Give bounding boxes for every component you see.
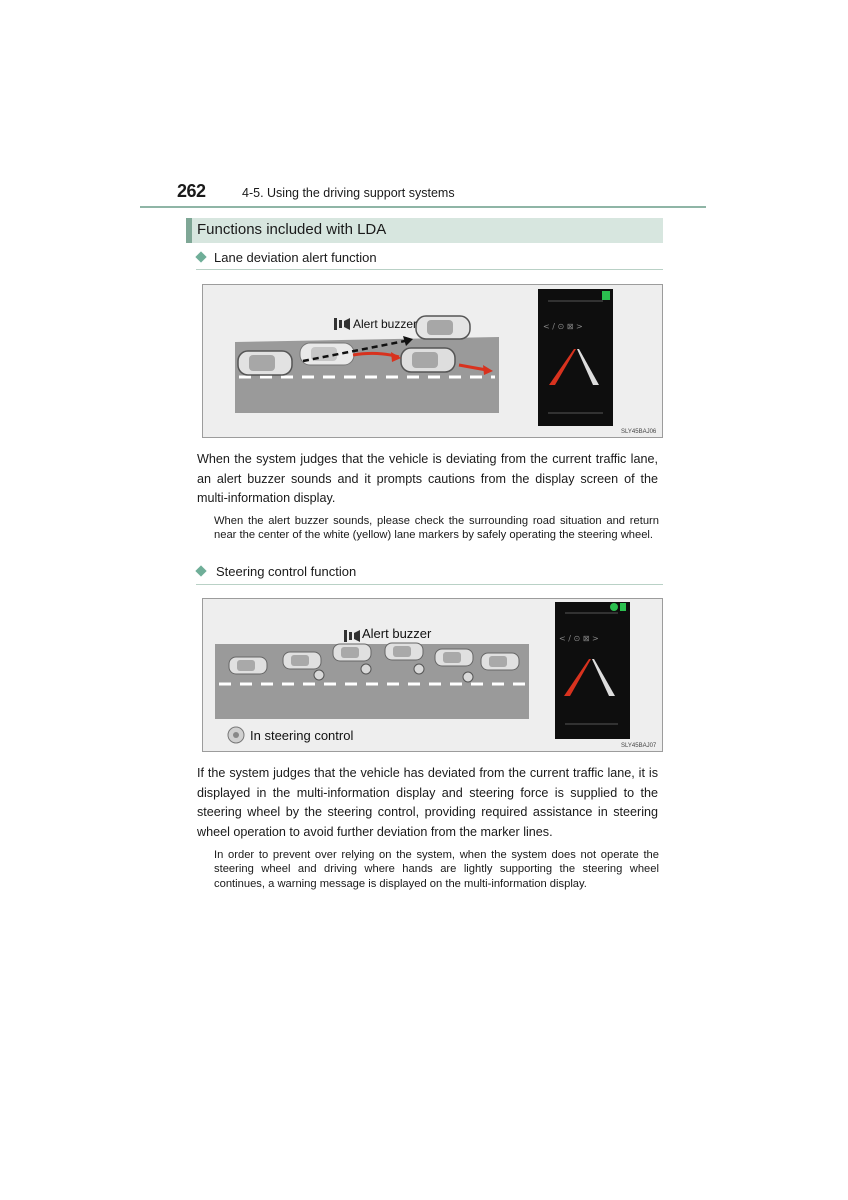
section-heading: Functions included with LDA [197, 221, 387, 238]
lane-deviation-illustration [203, 285, 662, 437]
steering-wheel-icon [228, 727, 244, 743]
car-icon [300, 343, 354, 365]
car-icon [435, 649, 473, 666]
subsection-rule [196, 584, 663, 585]
multi-information-display [555, 602, 630, 739]
multi-information-display [538, 289, 613, 426]
car-icon [481, 653, 519, 670]
car-icon [401, 348, 455, 372]
steering-wheel-icon [314, 670, 324, 680]
steering-wheel-icon [414, 664, 424, 674]
svg-text:< / ⊙ ⊠ >: < / ⊙ ⊠ > [543, 322, 583, 331]
car-icon [238, 351, 292, 375]
car-icon [416, 316, 470, 339]
car-icon [333, 644, 371, 661]
alert-buzzer-label: Alert buzzer [353, 317, 418, 331]
body-paragraph: When the system judges that the vehicle is deviating from the current traffic lane, an alert buzzer sounds and it prompts cautions from the display screen of the multi-information display. [197, 452, 658, 505]
header-rule [140, 206, 706, 208]
lane-deviation-figure [202, 284, 663, 438]
car-icon [385, 643, 423, 660]
diamond-bullet-icon [195, 565, 206, 576]
road-surface [215, 644, 529, 719]
speaker-icon [344, 630, 360, 642]
speaker-icon [334, 318, 350, 330]
section-title: 4-5. Using the driving support systems [242, 186, 455, 200]
note-paragraph: When the alert buzzer sounds, please check the surrounding road situation and return near the center of the white (yellow) lane markers by safely operating the steering wheel. [214, 515, 659, 542]
alert-buzzer-label: Alert buzzer [362, 626, 432, 641]
subsection-rule [196, 269, 663, 270]
body-paragraph: If the system judges that the vehicle has deviated from the current traffic lane, it is displayed in the multi-information display and steering force is supplied to the steering wheel by the steering control, providing required assistance in steering wheel operation to avoid further deviation from the marker lines. [197, 766, 658, 839]
steering-wheel-icon [361, 664, 371, 674]
in-steering-control-caption: In steering control [250, 728, 354, 743]
steering-wheel-icon [463, 672, 473, 682]
figure-code: SLY45BAJ06 [621, 429, 657, 435]
svg-text:< / ⊙ ⊠ >: < / ⊙ ⊠ > [559, 634, 599, 643]
note-paragraph: In order to prevent over relying on the system, when the system does not operate the steering wheel and driving where hands are lightly supporting the steering wheel continues, a warning message is displayed on the multi-information display. [214, 849, 659, 890]
steering-control-figure [202, 598, 663, 752]
subsection-title-lane-deviation: Lane deviation alert function [214, 250, 377, 265]
subsection-title-steering-control: Steering control function [216, 564, 357, 579]
diamond-bullet-icon [195, 251, 206, 262]
figure-code: SLY45BAJ07 [621, 743, 657, 749]
car-icon [229, 657, 267, 674]
car-icon [283, 652, 321, 669]
page-number: 262 [177, 181, 206, 201]
